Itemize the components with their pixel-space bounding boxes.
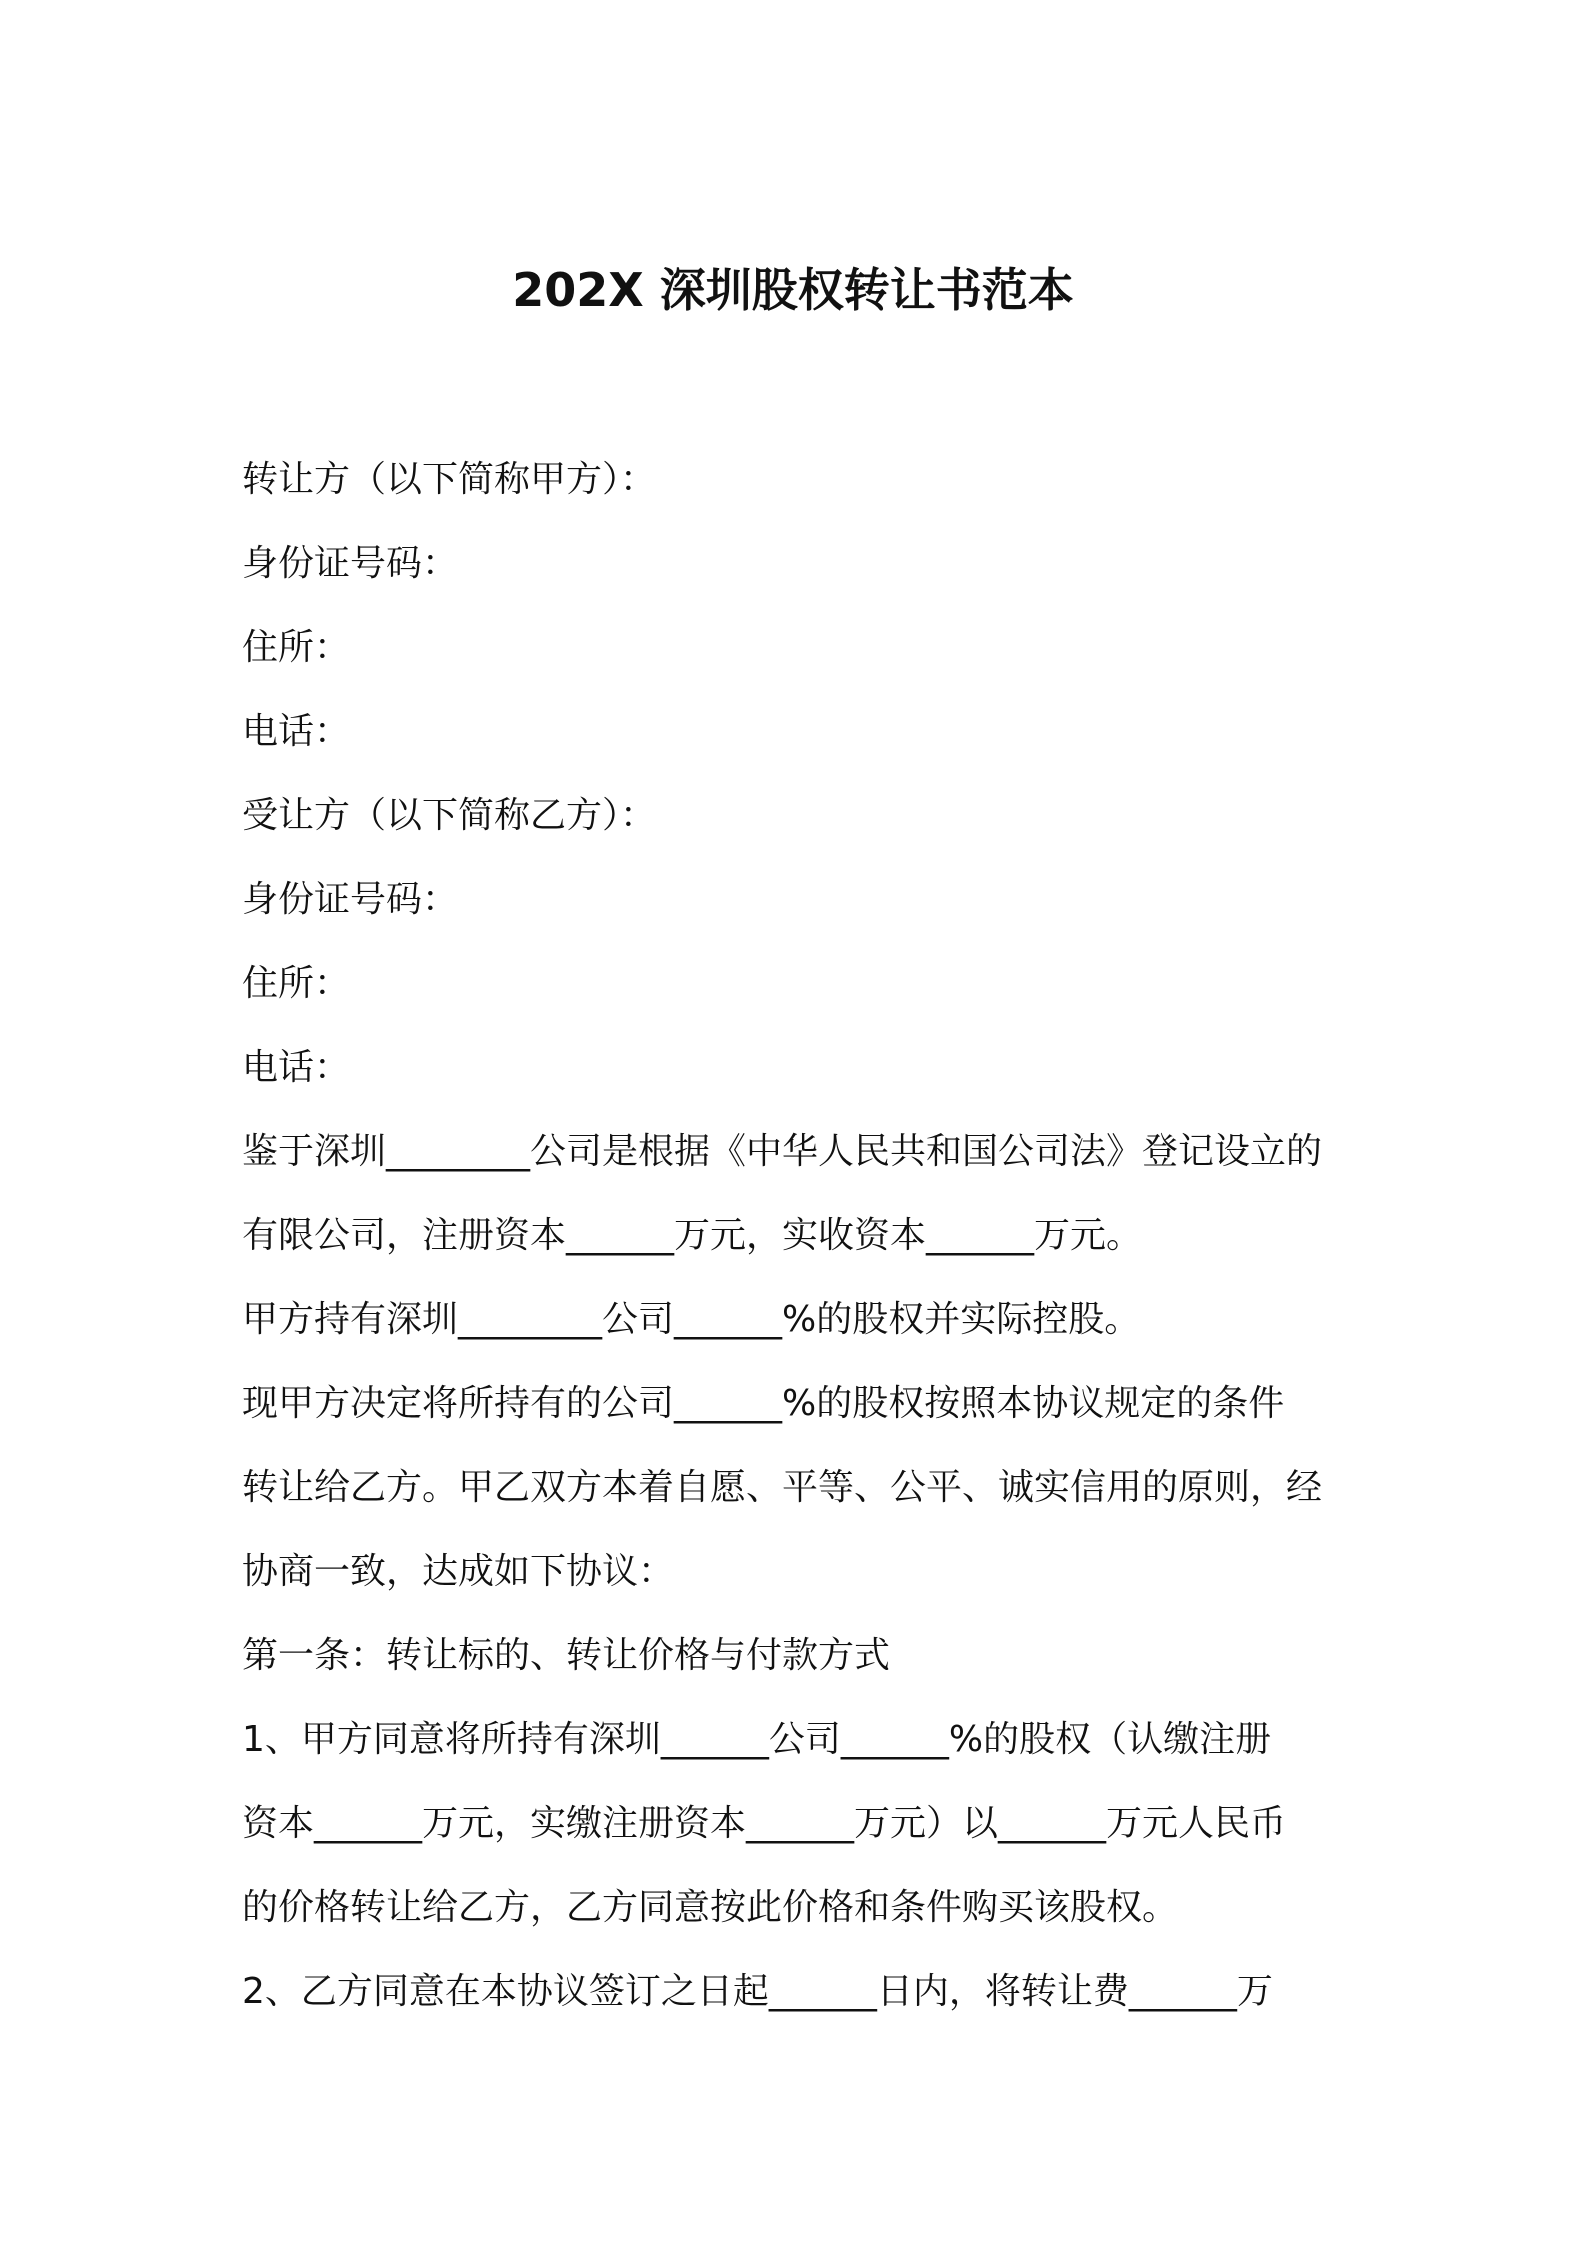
paragraph-line: 有限公司，注册资本______万元，实收资本______万元。 (242, 1215, 1143, 1256)
paragraph-line: 现甲方决定将所持有的公司______%的股权按照本协议规定的条件 (242, 1383, 1285, 1424)
clause-line: 2、乙方同意在本协议签订之日起______日内，将转让费______万 (242, 1971, 1273, 2012)
paragraph-line: 转让给乙方。甲乙双方本着自愿、平等、公平、诚实信用的原则，经 (242, 1467, 1323, 1508)
transferor-phone-line: 电话： (242, 711, 351, 752)
clause-line: 的价格转让给乙方，乙方同意按此价格和条件购买该股权。 (242, 1887, 1179, 1928)
paragraph-line: 协商一致，达成如下协议： (242, 1551, 675, 1592)
clause-line: 1、甲方同意将所持有深圳______公司______%的股权（认缴注册 (242, 1719, 1272, 1760)
transferee-line: 受让方（以下简称乙方）： (242, 795, 657, 836)
document-title: 202X 深圳股权转让书范本 (512, 263, 1074, 317)
article-heading: 第一条：转让标的、转让价格与付款方式 (242, 1635, 891, 1676)
transferor-id-line: 身份证号码： (242, 543, 459, 584)
transferor-line: 转让方（以下简称甲方）： (242, 459, 657, 500)
transferee-id-line: 身份证号码： (242, 879, 459, 920)
document-body (242, 438, 1362, 2034)
transferor-address-line: 住所： (242, 627, 351, 668)
clause-line: 资本______万元，实缴注册资本______万元）以______万元人民币 (242, 1803, 1287, 1844)
transferee-address-line: 住所： (242, 963, 351, 1004)
paragraph-line: 甲方持有深圳________公司______%的股权并实际控股。 (242, 1299, 1141, 1340)
paragraph-line: 鉴于深圳________公司是根据《中华人民共和国公司法》登记设立的 (242, 1131, 1323, 1172)
transferee-phone-line: 电话： (242, 1047, 351, 1088)
